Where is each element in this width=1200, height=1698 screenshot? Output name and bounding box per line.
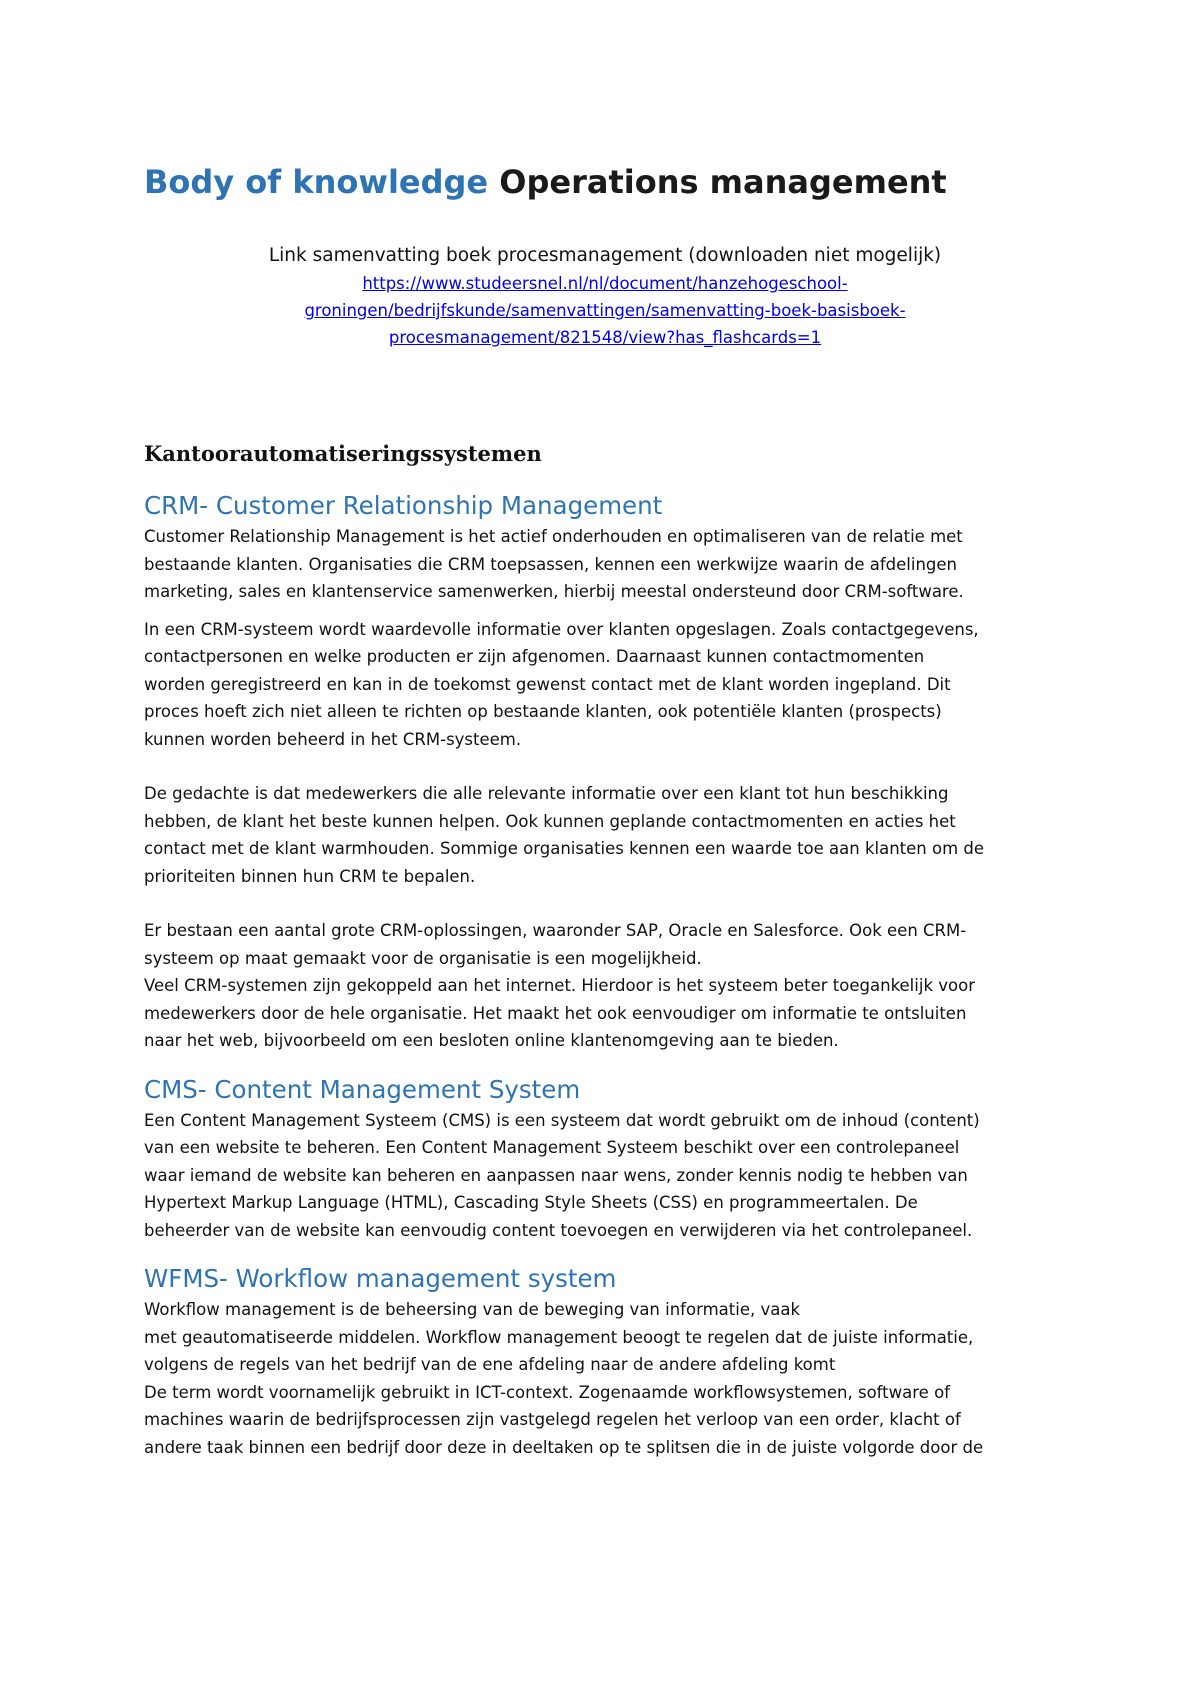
link-block — [144, 242, 1066, 351]
paragraph-line: volgens de regels van het bedrijf van de ene afdeling naar de andere afdeling komt — [144, 1355, 836, 1374]
wfms-paragraph-1 — [144, 1296, 1066, 1461]
document-title — [144, 160, 1066, 204]
paragraph-line: beheerder van de website kan eenvoudig content toevoegen en verwijderen via het controlepaneel. — [144, 1220, 973, 1240]
summary-link-line-2[interactable]: groningen/bedrijfskunde/samenvattingen/samenvatting-boek-basisboek- — [304, 301, 906, 320]
paragraph-line: marketing, sales en klantenservice samenwerken, hierbij meestal ondersteund door CRM-software. — [144, 582, 964, 601]
paragraph-line: Workflow management is de beheersing van de beweging van informatie, vaak — [144, 1300, 800, 1319]
crm-heading: CRM- Customer Relationship Management — [144, 491, 663, 520]
paragraph-line: kunnen worden beheerd in het CRM-systeem. — [144, 729, 522, 749]
paragraph-line: Hypertext Markup Language (HTML), Cascading Style Sheets (CSS) en programmeertalen. De — [144, 1193, 918, 1212]
cms-paragraph-1 — [144, 1107, 1066, 1245]
paragraph-line: medewerkers door de hele organisatie. Het maakt het ook eenvoudiger om informatie te ontsluiten — [144, 1003, 967, 1023]
paragraph-line: Veel CRM-systemen zijn gekoppeld aan het internet. Hierdoor is het systeem beter toegankelijk voor — [144, 976, 975, 995]
paragraph-line: machines waarin de bedrijfsprocessen zijn vastgelegd regelen het verloop van een order, klacht of — [144, 1410, 961, 1429]
paragraph-line: prioriteiten binnen hun CRM te bepalen. — [144, 866, 476, 886]
paragraph-line: naar het web, bijvoorbeeld om een besloten online klantenomgeving aan te bieden. — [144, 1031, 839, 1050]
paragraph-line: waar iemand de website kan beheren en aanpassen naar wens, zonder kennis nodig te hebben van — [144, 1165, 968, 1185]
section-heading: Kantoorautomatiseringssystemen — [144, 441, 542, 466]
paragraph-line: proces hoeft zich niet alleen te richten op bestaande klanten, ook potentiële klanten (prospects) — [144, 702, 942, 721]
summary-link-line-1[interactable]: https://www.studeersnel.nl/nl/document/hanzehogeschool- — [362, 274, 848, 293]
link-heading: Link samenvatting boek procesmanagement (downloaden niet mogelijk) — [268, 245, 942, 266]
crm-paragraph-4 — [144, 917, 1066, 1055]
paragraph-line: De gedachte is dat medewerkers die alle relevante informatie over een klant tot hun beschikking — [144, 784, 949, 803]
paragraph-line: Er bestaan een aantal grote CRM-oplossingen, waaronder SAP, Oracle en Salesforce. Ook een CRM- — [144, 921, 967, 940]
summary-link-line-3[interactable]: procesmanagement/821548/view?has_flashcards=1 — [388, 328, 822, 347]
crm-paragraph-1 — [144, 523, 1066, 606]
paragraph-line: De term wordt voornamelijk gebruikt in ICT-context. Zogenaamde workflowsystemen, software of — [144, 1382, 950, 1402]
paragraph-line: hebben, de klant het beste kunnen helpen. Ook kunnen geplande contactmomenten en acties het — [144, 811, 956, 831]
paragraph-line: contact met de klant warmhouden. Sommige organisaties kennen een waarde toe aan klanten om de — [144, 839, 985, 858]
title-accent: Body of knowledge — [144, 163, 489, 201]
paragraph-line: Customer Relationship Management is het actief onderhouden en optimaliseren van de relatie met — [144, 527, 963, 546]
crm-paragraph-2 — [144, 616, 1066, 754]
paragraph-line: van een website te beheren. Een Content Management Systeem beschikt over een controlepaneel — [144, 1138, 960, 1157]
paragraph-line: In een CRM-systeem wordt waardevolle informatie over klanten opgeslagen. Zoals contactgegevens, — [144, 619, 979, 639]
paragraph-line: bestaande klanten. Organisaties die CRM toepsassen, kennen een werkwijze waarin de afdelingen — [144, 554, 957, 574]
paragraph-line: worden geregistreerd en kan in de toekomst gewenst contact met de klant worden ingepland. Dit — [144, 674, 951, 694]
paragraph-line: contactpersonen en welke producten er zijn afgenomen. Daarnaast kunnen contactmomenten — [144, 647, 925, 666]
crm-paragraph-3 — [144, 780, 1066, 890]
paragraph-line: met geautomatiseerde middelen. Workflow management beoogt te regelen dat de juiste informatie, — [144, 1327, 974, 1347]
paragraph-line: Een Content Management Systeem (CMS) is een systeem dat wordt gebruikt om de inhoud (content) — [144, 1110, 980, 1130]
wfms-heading: WFMS- Workflow management system — [144, 1264, 617, 1293]
document-content — [144, 160, 1066, 1461]
title-rest: Operations management — [499, 163, 947, 201]
cms-heading: CMS- Content Management System — [144, 1074, 581, 1104]
paragraph-line: andere taak binnen een bedrijf door deze in deeltaken op te splitsen die in de juiste volgorde door de — [144, 1437, 984, 1457]
paragraph-line: systeem op maat gemaakt voor de organisatie is een mogelijkheid. — [144, 948, 702, 968]
